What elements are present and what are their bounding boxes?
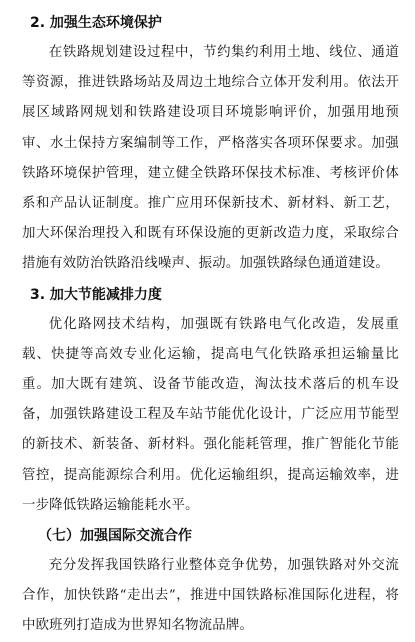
section-heading-energy: 3. 加大节能减排力度 (30, 286, 162, 303)
paragraph-energy: 优化路网技术结构，加强既有铁路电气化改造，发展重载、快捷等高效专业化运输，提高电气化铁路承担运输量比重。加大既有建筑、设备节能改造，淘汰技术落后的机车设备，加强铁路建设工程及车站节能优化设计，广泛应用节能型的新技术、新装备、新材料。强化能耗管理，推广智能化节能管控，提高能源综合利用。优化运输组织，提高运输效率，进一步降低铁路运输能耗水平。 (22, 316, 399, 513)
section-heading-ecology: 2. 加强生态环境保护 (30, 15, 162, 31)
paragraph-ecology: 在铁路规划建设过程中，节约集约利用土地、线位、通道等资源，推进铁路场站及周边土地综合立体开发利用。依法开展区域路网规划和铁路建设项目环境影响评价，加强用地预审、水土保持方案编制等工作，严格落实各项环保要求。加强铁路环境保护管理，建立健全铁路环保技术标准、考核评价体系和产品认证制度。推广应用环保新技术、新材料、新工艺，加大环保治理投入和既有环保设施的更新改造力度，采取综合措施有效防治铁路沿线噪声、振动。加强铁路绿色通道建设。 (22, 45, 399, 272)
section-heading-international: （七）加强国际交流合作 (38, 528, 192, 545)
paragraph-international: 充分发挥我国铁路行业整体竞争优势，加强铁路对外交流合作，加快铁路“走出去”，推进中国铁路标准国际化进程，将中欧班列打造成为世界知名物流品牌。 (22, 558, 399, 634)
